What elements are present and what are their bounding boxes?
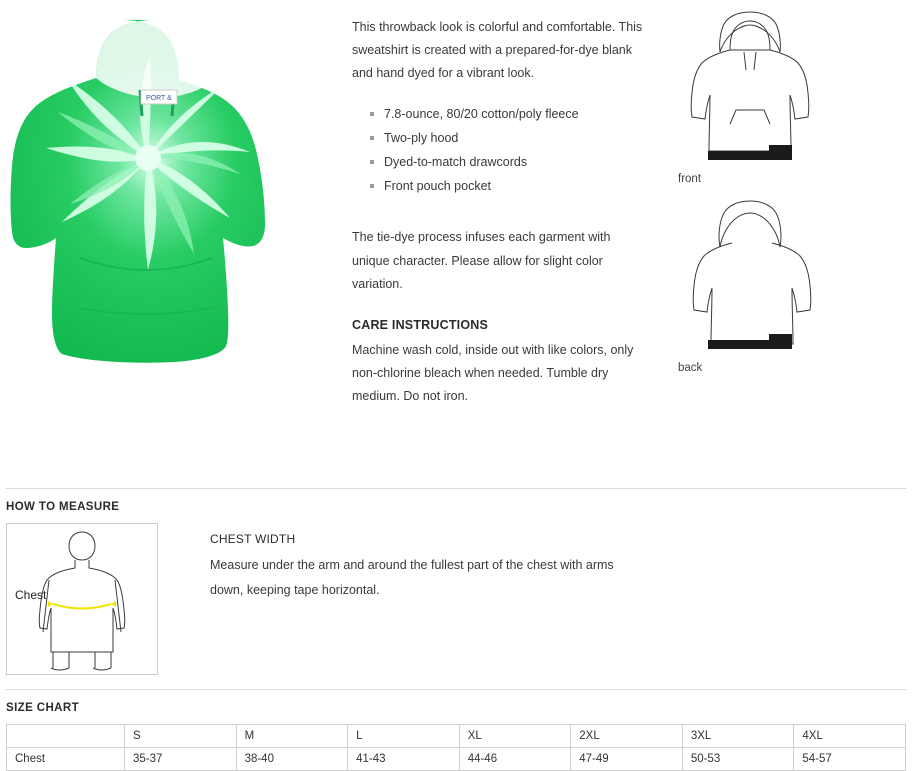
cell-chest-m: 38-40 [236,748,348,771]
product-photo [8,8,308,368]
table-row [7,748,906,771]
col-header-3xl: 3XL [682,725,794,748]
size-chart-title: SIZE CHART [6,702,79,715]
col-header-m: M [236,725,348,748]
col-header-l: L [348,725,460,748]
lineart-back-caption: back [678,362,703,374]
size-chart-table [6,724,906,771]
col-header-blank [7,725,125,748]
care-instructions-text: Machine wash cold, inside out with like colors, only non-chlorine bleach when needed. Tumble dry medium. Do not iron. [352,342,634,404]
size-chart-body [7,748,906,771]
cell-chest-4xl: 54-57 [794,748,906,771]
how-to-measure-title: HOW TO MEASURE [6,501,120,514]
how-to-measure-row [0,523,912,675]
measure-description: Measure under the arm and around the fullest part of the chest with arms down, keeping tape horizontal. [210,558,614,598]
measure-figure [6,523,158,675]
product-feature-list [352,103,650,198]
cell-chest-l: 41-43 [348,748,460,771]
product-note: The tie-dye process infuses each garment with unique character. Please allow for slight color variation. [352,230,611,291]
lineart-front-block [674,6,830,185]
lineart-column [670,0,830,426]
col-header-4xl: 4XL [794,725,906,748]
measure-title: CHEST WIDTH [210,532,296,547]
feature-item: Two-ply hood [370,127,650,151]
cell-chest-xl: 44-46 [459,748,571,771]
col-header-2xl: 2XL [571,725,683,748]
product-description-column [340,0,670,426]
col-header-s: S [125,725,237,748]
table-header-row [7,725,906,748]
care-instructions-heading: CARE INSTRUCTIONS [352,317,489,332]
hoodie-front-lineart [674,6,826,166]
cell-chest-2xl: 47-49 [571,748,683,771]
lineart-front-caption: front [678,173,702,185]
size-chart-head [7,725,906,748]
lineart-back-block [674,195,830,374]
size-chart-section [0,689,912,771]
col-header-xl: XL [459,725,571,748]
feature-item: Front pouch pocket [370,175,650,199]
feature-item: Dyed-to-match drawcords [370,151,650,175]
measure-text-block [158,523,640,675]
row-label-chest: Chest [7,748,125,771]
hoodie-back-lineart [674,195,826,355]
product-description: This throwback look is colorful and comfortable. This sweatshirt is created with a prepared-for-dye blank and hand dyed for a vibrant look. [352,20,643,81]
measure-figure-label: Chest [15,588,47,603]
product-photo-column [0,0,340,400]
cell-chest-s: 35-37 [125,748,237,771]
brand-tag: PORT & [146,95,172,102]
cell-chest-3xl: 50-53 [682,748,794,771]
how-to-measure-section [0,488,912,675]
size-chart-wrap [0,724,912,771]
feature-item: 7.8-ounce, 80/20 cotton/poly fleece [370,103,650,127]
